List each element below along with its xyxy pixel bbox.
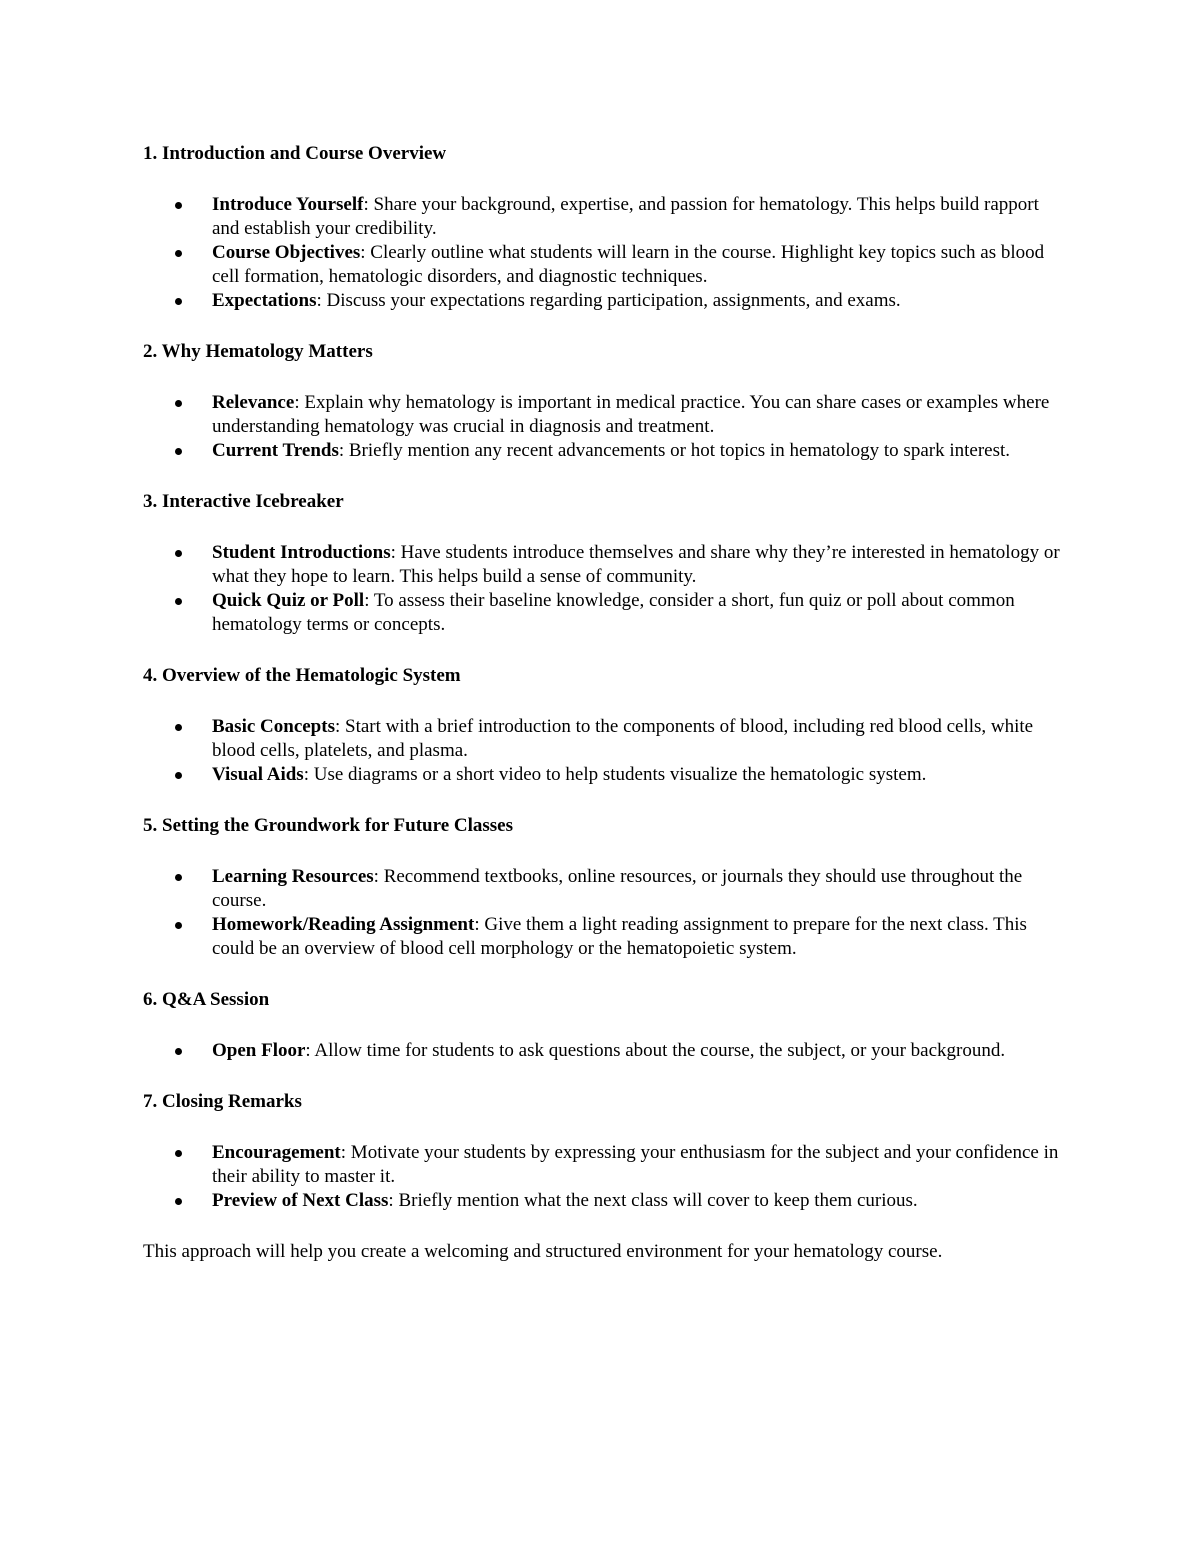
section-6 (143, 988, 1063, 1063)
list-item (143, 193, 1063, 241)
bullet-icon (175, 922, 182, 929)
item-term: Visual Aids (212, 764, 304, 785)
list-item (143, 865, 1063, 913)
section-1 (143, 142, 1063, 313)
section-heading: 6. Q&A Session (143, 989, 270, 1010)
section-heading: 1. Introduction and Course Overview (143, 143, 447, 164)
bullet-icon (175, 772, 182, 779)
list-item (143, 763, 1063, 787)
item-term: Student Introductions (212, 542, 391, 563)
section-5 (143, 814, 1063, 961)
bullet-icon (175, 1198, 182, 1205)
bullet-list (143, 865, 1063, 961)
closing-paragraph: This approach will help you create a welcoming and structured environment for your hematology course. (143, 1241, 943, 1262)
item-term: Expectations (212, 290, 317, 311)
item-term: Encouragement (212, 1142, 341, 1163)
section-heading: 4. Overview of the Hematologic System (143, 665, 461, 686)
list-item (143, 913, 1063, 961)
item-term: Homework/Reading Assignment (212, 914, 475, 935)
item-term: Learning Resources (212, 866, 374, 887)
item-description: : Allow time for students to ask questions about the course, the subject, or your background. (305, 1040, 1006, 1061)
list-item (143, 1189, 1063, 1213)
item-term: Preview of Next Class (212, 1190, 389, 1211)
section-heading: 3. Interactive Icebreaker (143, 491, 344, 512)
section-3 (143, 490, 1063, 637)
list-item (143, 1141, 1063, 1189)
bullet-icon (175, 550, 182, 557)
item-description: : Recommend textbooks, online resources, or journals they should use throughout the course. (212, 866, 1023, 911)
item-description: : Have students introduce themselves and share why they’re interested in hematology or what they hope to learn. This helps build a sense of community. (212, 542, 1060, 587)
document-body (143, 142, 1063, 1264)
list-item (143, 1039, 1063, 1063)
item-term: Quick Quiz or Poll (212, 590, 365, 611)
bullet-list (143, 541, 1063, 637)
item-description: : To assess their baseline knowledge, consider a short, fun quiz or poll about common hematology terms or concepts. (212, 590, 1015, 635)
list-item (143, 241, 1063, 289)
item-term: Basic Concepts (212, 716, 335, 737)
bullet-list (143, 391, 1063, 463)
item-description: : Briefly mention any recent advancements or hot topics in hematology to spark interest. (338, 440, 1011, 461)
bullet-icon (175, 448, 182, 455)
list-item (143, 289, 1063, 313)
item-description: : Share your background, expertise, and passion for hematology. This helps build rapport and establish your credibility. (212, 194, 1039, 239)
bullet-icon (175, 1048, 182, 1055)
section-7 (143, 1090, 1063, 1213)
item-description: : Clearly outline what students will learn in the course. Highlight key topics such as blood cell formation, hematologic disorders, and diagnostic techniques. (212, 242, 1045, 287)
bullet-icon (175, 598, 182, 605)
list-item (143, 589, 1063, 637)
section-heading: 5. Setting the Groundwork for Future Classes (143, 815, 513, 836)
bullet-list (143, 715, 1063, 787)
item-description: : Start with a brief introduction to the components of blood, including red blood cells, white blood cells, platelets, and plasma. (212, 716, 1034, 761)
bullet-icon (175, 250, 182, 257)
bullet-list (143, 1039, 1063, 1063)
section-heading: 7. Closing Remarks (143, 1091, 302, 1112)
bullet-list (143, 1141, 1063, 1213)
item-description: : Explain why hematology is important in medical practice. You can share cases or examples where understanding hematology was crucial in diagnosis and treatment. (212, 392, 1050, 437)
list-item (143, 541, 1063, 589)
section-2 (143, 340, 1063, 463)
bullet-icon (175, 724, 182, 731)
item-term: Introduce Yourself (212, 194, 364, 215)
item-term: Current Trends (212, 440, 339, 461)
item-description: : Use diagrams or a short video to help students visualize the hematologic system. (303, 764, 927, 785)
item-term: Relevance (212, 392, 295, 413)
list-item (143, 715, 1063, 763)
bullet-icon (175, 400, 182, 407)
bullet-icon (175, 874, 182, 881)
item-description: : Briefly mention what the next class will cover to keep them curious. (388, 1190, 918, 1211)
bullet-icon (175, 298, 182, 305)
sections-container (143, 142, 1063, 1213)
section-4 (143, 664, 1063, 787)
section-heading: 2. Why Hematology Matters (143, 341, 373, 362)
bullet-list (143, 193, 1063, 313)
bullet-icon (175, 1150, 182, 1157)
item-description: : Motivate your students by expressing your enthusiasm for the subject and your confidence in their ability to master it. (212, 1142, 1059, 1187)
item-term: Open Floor (212, 1040, 306, 1061)
item-description: : Discuss your expectations regarding participation, assignments, and exams. (316, 290, 901, 311)
list-item (143, 439, 1063, 463)
list-item (143, 391, 1063, 439)
item-term: Course Objectives (212, 242, 361, 263)
item-description: : Give them a light reading assignment to prepare for the next class. This could be an overview of blood cell morphology or the hematopoietic system. (212, 914, 1027, 959)
bullet-icon (175, 202, 182, 209)
